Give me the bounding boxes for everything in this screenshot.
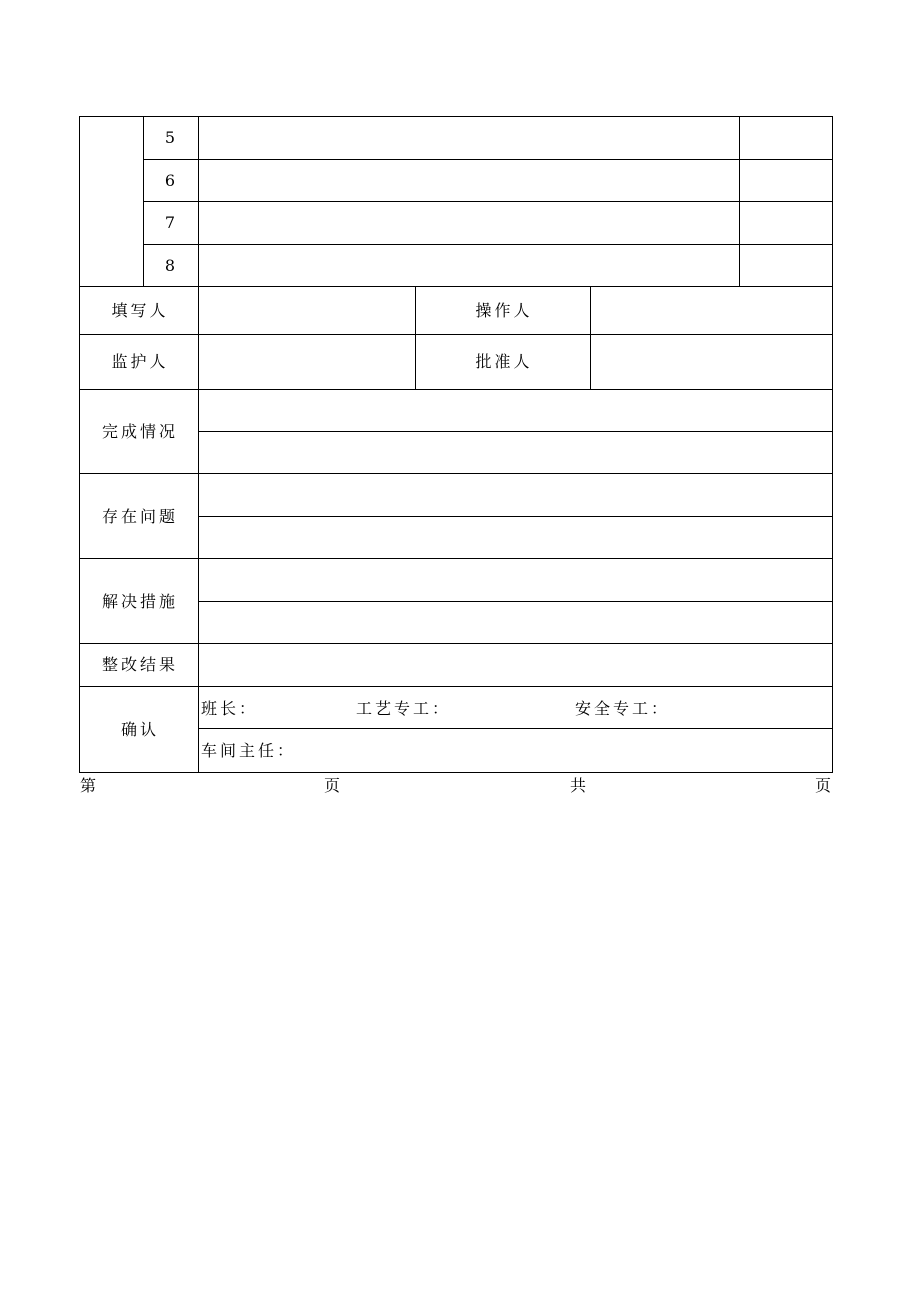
confirm-label: 确认 [120, 720, 160, 739]
workshop-director-label: 车间主任： [201, 741, 297, 760]
row-divider [79, 389, 833, 390]
completion-label: 完成情况 [101, 422, 179, 441]
process-engineer-label: 工艺专工： [356, 699, 452, 718]
item-number: 8 [164, 256, 176, 275]
item-number: 7 [164, 213, 176, 232]
work-record-form [79, 116, 833, 773]
item-number: 5 [164, 128, 176, 147]
row-divider [198, 431, 833, 432]
footer-page-suffix: 页 [324, 776, 341, 795]
item-number: 6 [164, 171, 176, 190]
divider-people-right [590, 286, 591, 390]
row-divider [79, 643, 833, 644]
operator-label: 操作人 [475, 301, 533, 320]
footer-total-suffix: 页 [815, 776, 832, 795]
border-bottom [79, 772, 833, 773]
footer-page-prefix: 第 [80, 776, 97, 795]
row-divider [198, 516, 833, 517]
row-divider [79, 286, 833, 287]
approver-label: 批准人 [475, 352, 533, 371]
guardian-label: 监护人 [111, 352, 169, 371]
measures-label: 解决措施 [101, 592, 179, 611]
row-divider [79, 334, 833, 335]
border-top [79, 116, 833, 117]
rectification-label: 整改结果 [101, 655, 179, 674]
divider-label-column [198, 116, 199, 773]
row-divider [198, 728, 833, 729]
footer-total-prefix: 共 [570, 776, 587, 795]
row-divider [143, 244, 833, 245]
row-divider [79, 686, 833, 687]
row-divider [143, 201, 833, 202]
team-leader-label: 班长： [201, 699, 259, 718]
border-right [832, 116, 833, 773]
border-left [79, 116, 80, 773]
divider-people-mid [415, 286, 416, 390]
row-divider [79, 473, 833, 474]
problems-label: 存在问题 [101, 507, 179, 526]
filler-label: 填写人 [111, 301, 169, 320]
safety-engineer-label: 安全专工： [575, 699, 671, 718]
row-divider [143, 159, 833, 160]
row-divider [198, 601, 833, 602]
row-divider [79, 558, 833, 559]
